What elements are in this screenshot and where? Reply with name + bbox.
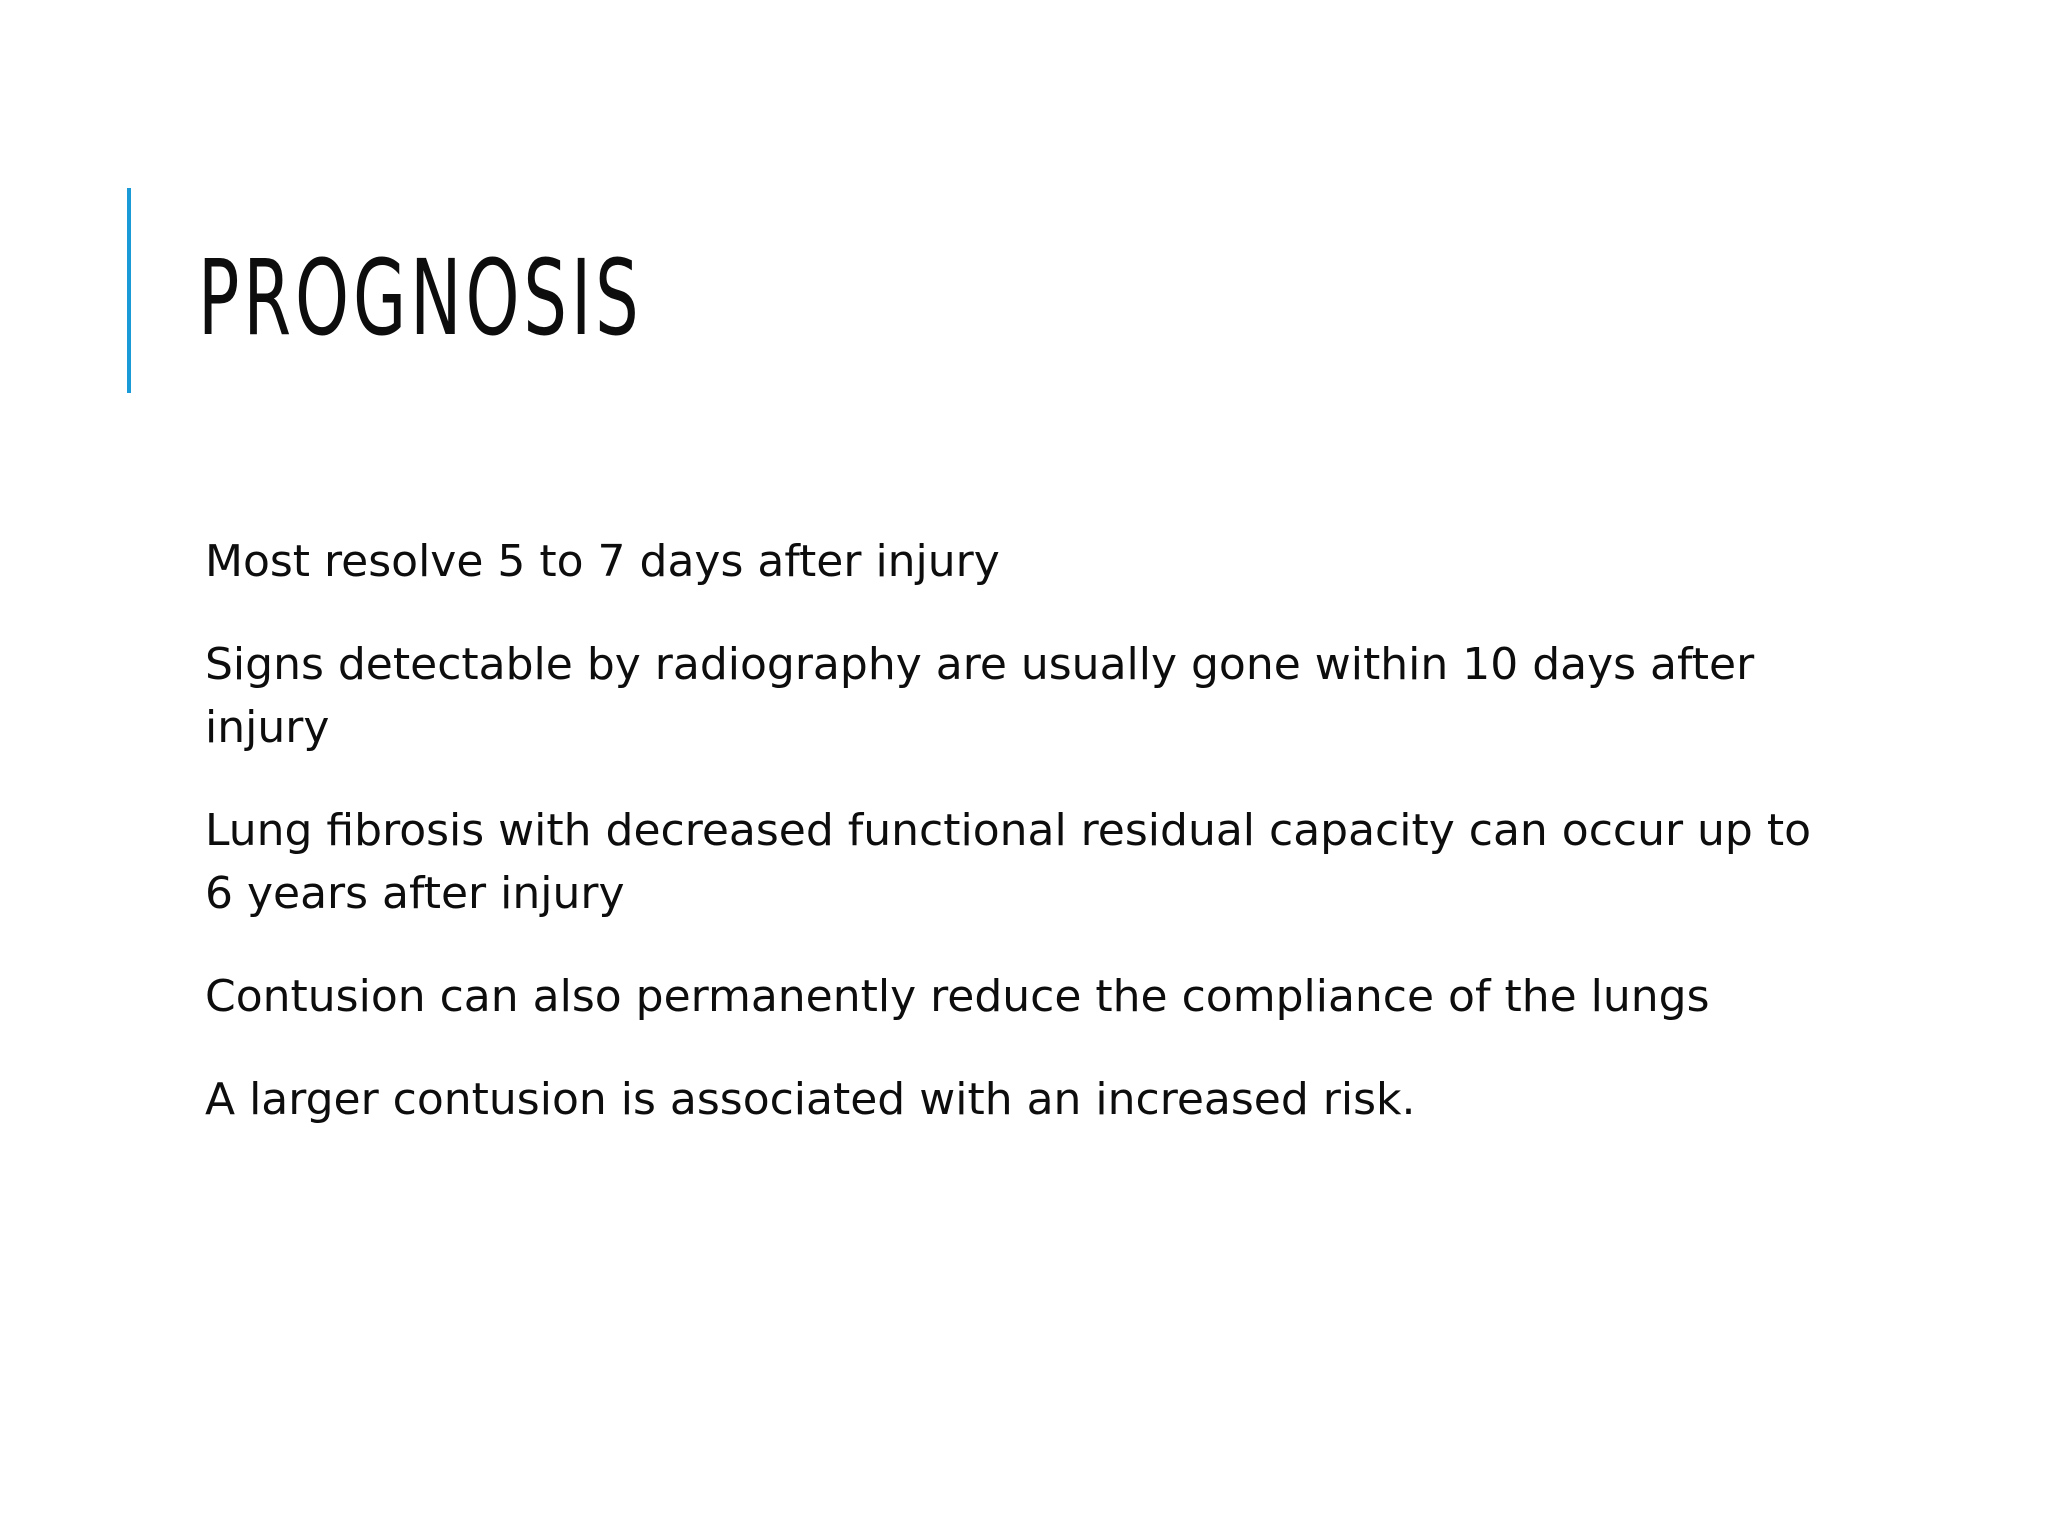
- slide-title: PROGNOSIS: [198, 237, 643, 359]
- bullet-item: Signs detectable by radiography are usually gone within 10 days after injury: [205, 639, 1755, 753]
- bullet-item: Contusion can also permanently reduce the compliance of the lungs: [205, 971, 1710, 1022]
- title-accent-bar: [127, 188, 131, 393]
- bullet-list: [205, 530, 1825, 1171]
- bullet-item: A larger contusion is associated with an increased risk.: [205, 1074, 1416, 1125]
- bullet-item: Lung fibrosis with decreased functional residual capacity can occur up to 6 years after injury: [205, 805, 1812, 919]
- bullet-item: Most resolve 5 to 7 days after injury: [205, 536, 1000, 587]
